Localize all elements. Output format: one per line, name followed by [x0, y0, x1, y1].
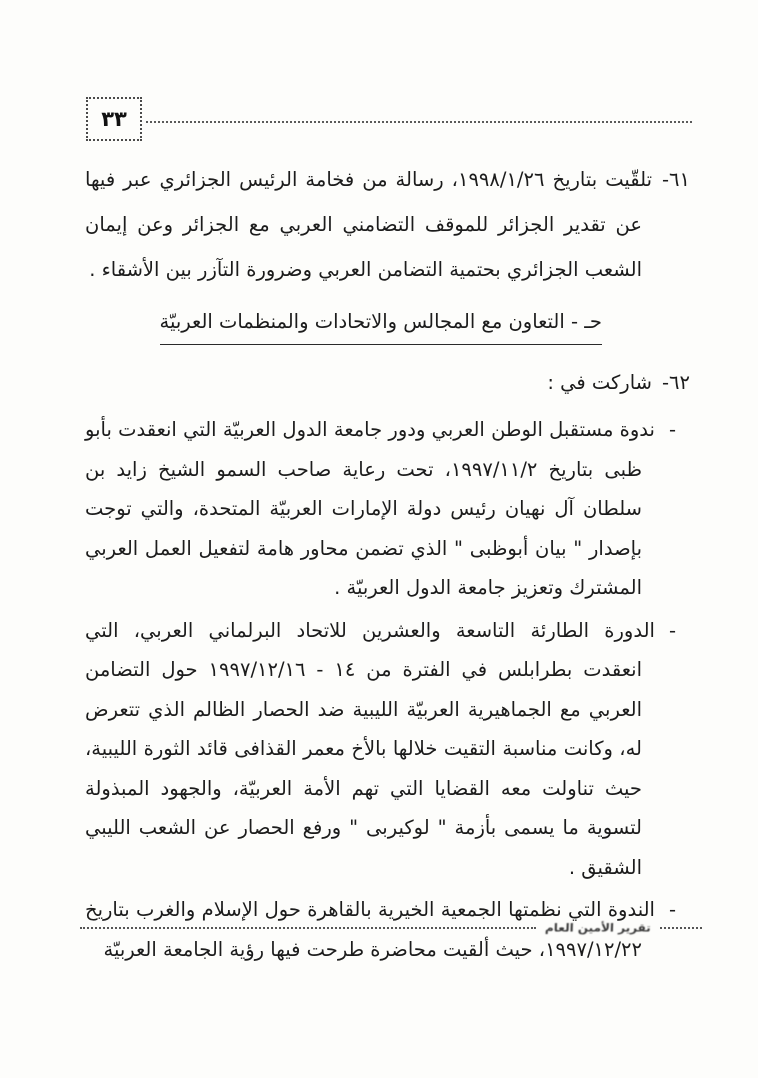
page-number-box	[86, 97, 142, 141]
header-dotted-rule	[146, 121, 692, 123]
bullet-dash: -	[668, 618, 676, 642]
bullet-dash: -	[668, 418, 676, 441]
item-62-text: شاركت في :	[547, 371, 652, 394]
paragraph-61	[85, 157, 690, 292]
bullet-item-1	[85, 410, 676, 608]
section-heading: حـ - التعاون مع المجالس والاتحادات والمنظمات العربيّة	[160, 307, 602, 345]
footer-dash	[660, 927, 702, 929]
bullet-dash: -	[668, 898, 676, 921]
section-heading-row	[85, 307, 690, 345]
footer-dotted-rule	[80, 927, 536, 929]
item-61-text: تلقّيت بتاريخ ١٩٩٨/١/٢٦، رسالة من فخامة الرئيس الجزائري عبر فيها عن تقدير الجزائر للموقف التضامني العربي مع الجزائر وعن إيمان الشعب الجزائري بحتمية التضامن العربي وضرورة التآزر بين الأشقاء .	[85, 168, 652, 281]
bullet-3-text: الندوة التي نظمتها الجمعية الخيرية بالقاهرة حول الإسلام والغرب بتاريخ ١٩٩٧/١٢/٢٢، حيث ألقيت محاضرة طرحت فيها رؤية الجامعة العربيّة	[85, 898, 655, 961]
paragraph-62	[85, 362, 690, 404]
item-62-number: ٦٢-	[662, 371, 690, 394]
footer-note: تقرير الأمين العام	[544, 921, 652, 935]
bullet-list	[85, 410, 690, 969]
page-body	[85, 157, 690, 972]
page-footer	[80, 921, 702, 935]
bullet-1-text: ندوة مستقبل الوطن العربي ودور جامعة الدول العربيّة التي انعقدت بأبو ظبى بتاريخ ١٩٩٧/١١/٢، تحت رعاية صاحب السمو الشيخ زايد بن سلطان آل نهيان رئيس دولة الإمارات العربيّة المتحدة، والتي توجت بإصدار " بيان أبوظبى " الذي تضمن محاور هامة لتفعيل العمل العربي المشترك وتعزيز جامعة الدول العربيّة .	[85, 418, 655, 599]
bullet-2-text: الدورة الطارئة التاسعة والعشرين للاتحاد البرلماني العربي، التي انعقدت بطرابلس في الفترة من ١٤ - ١٩٩٧/١٢/١٦ حول التضامن العربي مع الجماهيرية العربيّة الليبية ضد الحصار الظالم الذي تتعرض له، وكانت مناسبة التقيت خلالها بالأخ معمر القذافى قائد الثورة الليبية، حيث تناولت معه القضايا التي تهم الأمة العربيّة، والجهود المبذولة لتسوية ما يسمى بأزمة " لوكيربى " ورفع الحصار عن الشعب الليبي الشقيق .	[85, 618, 655, 879]
item-61-number: ٦١-	[662, 168, 690, 191]
page-number: ٣٣	[101, 107, 127, 131]
bullet-item-2	[85, 611, 676, 888]
